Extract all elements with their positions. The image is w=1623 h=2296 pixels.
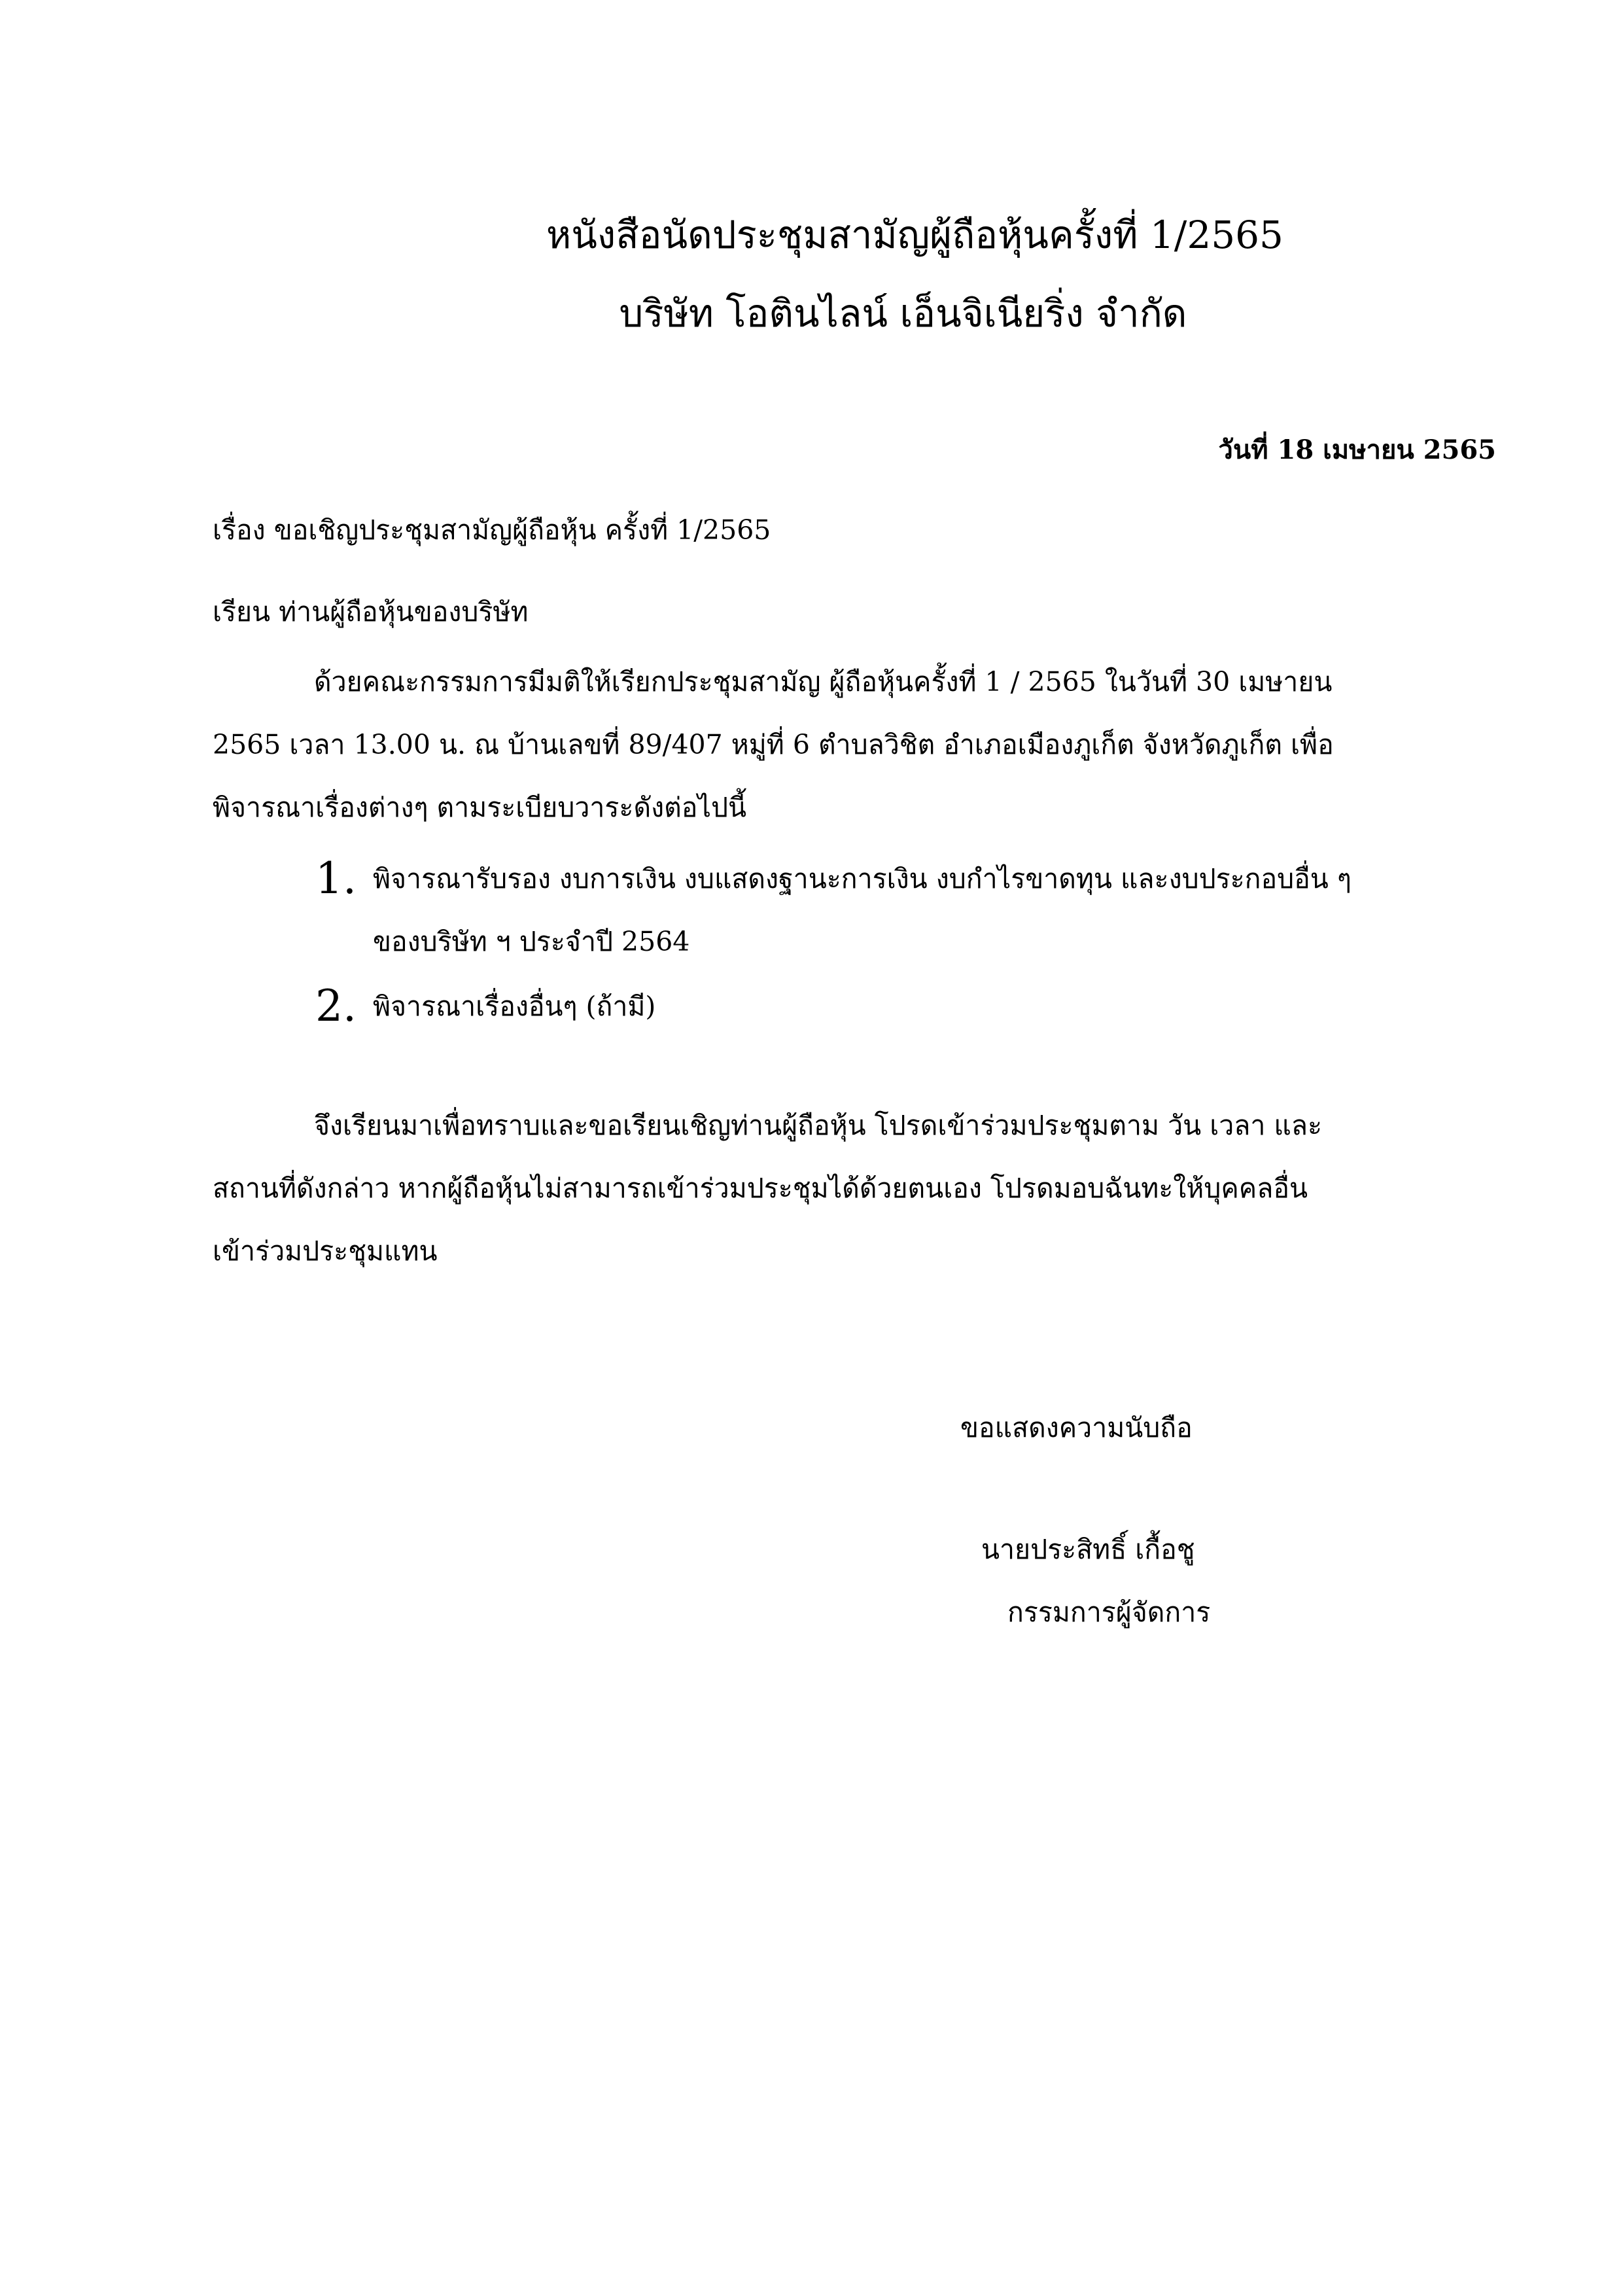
closing-line-2: สถานที่ดังกล่าว หากผู้ถือหุ้นไม่สามารถเข้าร่วมประชุมได้ด้วยตนเอง โปรดมอบฉันทะให้บุคคลอื่น [213,1173,1308,1204]
complimentary-close: ขอแสดงความนับถือ [960,1412,1193,1443]
closing-line-3: เข้าร่วมประชุมแทน [213,1235,438,1267]
intro-line-2: 2565 เวลา 13.00 น. ณ บ้านเลขที่ 89/407 หมู่ที่ 6 ตำบลวิชิต อำเภอเมืองภูเก็ต จังหวัดภูเก็ต เพื่อ [213,729,1334,760]
agenda-item-line-1: พิจารณารับรอง งบการเงิน งบแสดงฐานะการเงิน งบกำไรขาดทุน และงบประกอบอื่น ๆ [373,863,1352,894]
letter-subject: เรื่อง ขอเชิญประชุมสามัญผู้ถือหุ้น ครั้งที่ 1/2565 [213,514,771,546]
letter-salutation: เรียน ท่านผู้ถือหุ้นของบริษัท [213,596,529,627]
agenda-item-line-1: พิจารณาเรื่องอื่นๆ (ถ้ามี) [373,991,656,1022]
agenda-item-line-2: ของบริษัท ฯ ประจำปี 2564 [373,926,690,957]
company-name: บริษัท โอตินไลน์ เอ็นจิเนียริ่ง จำกัด [619,291,1187,336]
document-title: หนังสือนัดประชุมสามัญผู้ถือหุ้นครั้งที่ 1/2565 [546,213,1283,257]
letter-date: วันที่ 18 เมษายน 2565 [1218,434,1496,465]
signer-position: กรรมการผู้จัดการ [1007,1597,1211,1628]
signer-name: นายประสิทธิ์ เกื้อชู [981,1534,1195,1565]
intro-line-1: ด้วยคณะกรรมการมีมติให้เรียกประชุมสามัญ ผู้ถือหุ้นครั้งที่ 1 / 2565 ในวันที่ 30 เมษายน [314,666,1333,698]
closing-line-1: จึงเรียนมาเพื่อทราบและขอเรียนเชิญท่านผู้ถือหุ้น โปรดเข้าร่วมประชุมตาม วัน เวลา และ [314,1110,1322,1141]
agenda-item-number: 1. [315,853,357,904]
intro-line-3: พิจารณาเรื่องต่างๆ ตามระเบียบวาระดังต่อไปนี้ [213,792,747,823]
agenda-item-number: 2. [315,981,357,1031]
